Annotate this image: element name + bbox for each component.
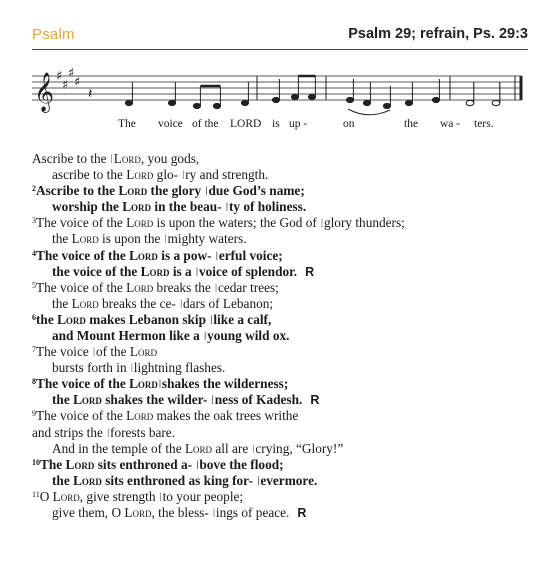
- pointing-bar: |: [158, 378, 161, 389]
- lyric-syllable: voice: [158, 118, 183, 130]
- pointing-bar: |: [215, 249, 218, 260]
- pointing-bar: |: [180, 297, 182, 308]
- refrain-marker: R: [310, 393, 320, 408]
- pointing-bar: |: [159, 490, 162, 501]
- pointing-bar: |: [182, 169, 185, 180]
- pointing-bar: |: [110, 153, 113, 163]
- verse-7-line-a: $^7$The voice |of the Lord: [32, 344, 158, 360]
- refrain-lyrics: [32, 118, 528, 134]
- verse-4-line-a: $^4$The voice of the Lord is a pow- |erful voice;: [32, 247, 283, 263]
- lyric-syllable: up -: [289, 118, 308, 130]
- pointing-bar: |: [210, 313, 213, 324]
- verse-number: 8: [32, 377, 36, 387]
- refrain-marker: R: [297, 506, 307, 521]
- verse-number: 4: [32, 248, 36, 258]
- verse-number: 2: [32, 184, 36, 194]
- psalm-text: [32, 150, 532, 520]
- pointing-bar: |: [225, 201, 228, 212]
- pointing-bar: |: [205, 185, 208, 196]
- verse-number: 11: [32, 489, 40, 499]
- pointing-bar: |: [215, 281, 217, 292]
- svg-text:♯: ♯: [68, 66, 75, 81]
- pointing-bar: |: [213, 507, 215, 518]
- pointing-bar: |: [196, 458, 199, 469]
- refrain-notes: [125, 76, 439, 109]
- verse-number: 3: [32, 216, 36, 226]
- verse-8-line-b: the Lord shakes the wilder- |ness of Kadesh. R: [52, 392, 320, 408]
- verse-9-line-b: and strips the |forests bare.: [32, 424, 176, 440]
- refrain-marker: R: [305, 264, 315, 279]
- pointing-bar: |: [257, 474, 260, 485]
- treble-clef-icon: 𝄞: [34, 72, 55, 112]
- quarter-rest-icon: 𝄽: [88, 86, 93, 102]
- verse-8-line-a: $^8$The voice of the Lord|shakes the wilderness;: [32, 376, 289, 392]
- pointing-bar: |: [93, 346, 95, 357]
- verse-1-line-a: Ascribe to the |Lord, you gods,: [32, 151, 200, 166]
- verse-10-line-a: $^{10}$The Lord sits enthroned a- |bove the flood;: [32, 456, 284, 472]
- verse-6-line-b: and Mount Hermon like a |young wild ox.: [52, 328, 290, 344]
- lyric-syllable: on: [343, 118, 355, 130]
- verse-3-line-a: $^3$The voice of the Lord is upon the waters; the God of |glory thunders;: [32, 215, 405, 231]
- section-label: Psalm: [32, 26, 75, 43]
- lyric-syllable: wa -: [440, 118, 461, 130]
- psalm-reference: Psalm 29; refrain, Ps. 29:3: [348, 26, 528, 42]
- verse-3-line-b: the Lord is upon the |mighty waters.: [52, 231, 247, 247]
- verse-2-line-a: $^2$Ascribe to the Lord the glory |due God’s name;: [32, 183, 305, 199]
- pointing-bar: |: [204, 330, 207, 341]
- pointing-bar: |: [196, 265, 198, 276]
- verse-1-line-b: ascribe to the Lord glo- |ry and strength.: [52, 167, 269, 183]
- svg-text:♯: ♯: [62, 78, 69, 93]
- pointing-bar: |: [164, 233, 167, 244]
- verse-5-line-b: the Lord breaks the ce- |dars of Lebanon;: [52, 295, 274, 311]
- lyric-syllable: LORD: [230, 118, 262, 130]
- header-divider: [32, 49, 528, 50]
- pointing-bar: |: [211, 394, 214, 405]
- verse-number: 9: [32, 408, 36, 418]
- pointing-bar: |: [107, 426, 110, 437]
- pointing-bar: |: [321, 217, 323, 228]
- key-signature: [56, 66, 80, 93]
- verse-6-line-a: $^6$the Lord makes Lebanon skip |like a calf,: [32, 311, 272, 327]
- verse-2-line-b: worship the Lord in the beau- |ty of holiness.: [52, 199, 307, 215]
- svg-text:♯: ♯: [56, 69, 63, 84]
- verse-number: 7: [32, 345, 36, 355]
- pointing-bar: |: [252, 442, 255, 453]
- svg-text:♯: ♯: [74, 75, 81, 90]
- verse-number: 5: [32, 280, 36, 290]
- verse-number: 6: [32, 312, 36, 322]
- verse-11-line-b: give them, O Lord, the bless- |ings of peace. R: [52, 505, 307, 521]
- verse-10-line-b: the Lord sits enthroned as king for- |evermore.: [52, 472, 318, 488]
- verse-9-line-a: $^9$The voice of the Lord makes the oak trees writhe: [32, 407, 299, 423]
- verse-5-line-a: $^5$The voice of the Lord breaks the |cedar trees;: [32, 279, 279, 295]
- slur: [348, 109, 390, 115]
- lyric-syllable: ters.: [474, 118, 494, 130]
- page-header: [32, 26, 528, 48]
- pointing-bar: |: [130, 362, 133, 373]
- lyric-syllable: is: [272, 118, 280, 130]
- verse-4-line-b: the voice of the Lord is a |voice of splendor. R: [52, 263, 315, 279]
- verse-11-line-a: $^{11}$O Lord, give strength |to your people;: [32, 488, 244, 504]
- verse-7-line-b: bursts forth in |lightning flashes.: [52, 360, 226, 376]
- verse-9-line-c: And in the temple of the Lord all are |crying, “Glory!”: [52, 440, 344, 456]
- verse-number: 10: [32, 457, 40, 467]
- lyric-syllable: of the: [192, 118, 219, 130]
- lyric-syllable: the: [404, 118, 419, 130]
- lyric-syllable: The: [118, 118, 136, 130]
